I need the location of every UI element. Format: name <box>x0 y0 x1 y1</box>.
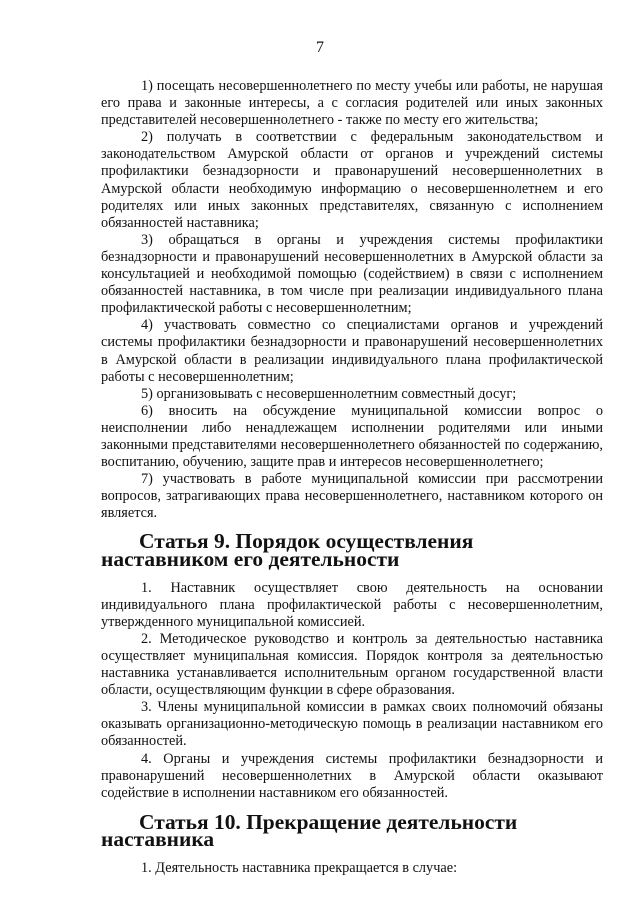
list-item-receive-information: 2) получать в соответствии с федеральным законодательством и законодательством Амурской области от органов и учреждений системы профилактики безнадзорности и правонарушений несовершеннолетних в Амурской области необходимую информацию о несовершеннолетнем и его родителях или иных законных представителях, связанную с исполнением обязанностей наставника; <box>101 129 603 231</box>
document-body <box>101 78 603 877</box>
article-9-clause-1: 1. Наставник осуществляет свою деятельность на основании индивидуального плана профилактической работы с несовершеннолетним, утвержденного муниципальной комиссией. <box>101 579 603 630</box>
list-item-visit-minor: 1) посещать несовершеннолетнего по месту учебы или работы, не нарушая его права и законные интересы, а с согласия родителей или иных законных представителей несовершеннолетнего - также по месту его жительства; <box>101 78 603 129</box>
article-9-clause-2: 2. Методическое руководство и контроль за деятельностью наставника осуществляет муниципальная комиссия. Порядок контроля за деятельностью наставника устанавливается исполнительным органом государственной власти области, осуществляющим функции в сфере образования. <box>101 630 603 699</box>
list-item-participate-with-specialists: 4) участвовать совместно со специалистами органов и учреждений системы профилактики безнадзорности и правонарушений несовершеннолетних в Амурской области в реализации индивидуального плана профилактической работы с несовершеннолетним; <box>101 317 603 385</box>
article-10-heading: Статья 10. Прекращение деятельности наставника <box>101 809 518 851</box>
list-item-participate-in-commission: 7) участвовать в работе муниципальной комиссии при рассмотрении вопросов, затрагивающих права несовершеннолетнего, наставником которого он является. <box>101 471 603 522</box>
article-9-clause-3: 3. Члены муниципальной комиссии в рамках своих полномочий обязаны оказывать организационно-методическую помощь в реализации наставником его обязанностей. <box>101 699 603 750</box>
page-number: 7 <box>316 39 324 56</box>
list-item-organize-leisure: 5) организовывать с несовершеннолетним совместный досуг; <box>141 385 517 402</box>
list-item-apply-to-bodies: 3) обращаться в органы и учреждения системы профилактики безнадзорности и правонарушений несовершеннолетних в Амурской области за консультацией и необходимой помощью (содействием) в связи с исполнением обязанностей наставника, в том числе при реализации индивидуального плана профилактической работы с несовершеннолетним; <box>101 231 603 317</box>
article-9-heading: Статья 9. Порядок осуществления наставником его деятельности <box>101 529 474 571</box>
article-9-clause-4: 4. Органы и учреждения системы профилактики безнадзорности и правонарушений несовершеннолетних в Амурской области оказывают содействие в исполнении наставником его обязанностей. <box>101 750 603 801</box>
article-10-clause-1: 1. Деятельность наставника прекращается в случае: <box>141 860 458 877</box>
list-item-submit-question: 6) вносить на обсуждение муниципальной комиссии вопрос о неисполнении либо ненадлежащем исполнении родителями или иными законными представителями несовершеннолетнего обязанностей по содержанию, воспитанию, обучению, защите прав и интересов несовершеннолетнего; <box>101 402 603 471</box>
